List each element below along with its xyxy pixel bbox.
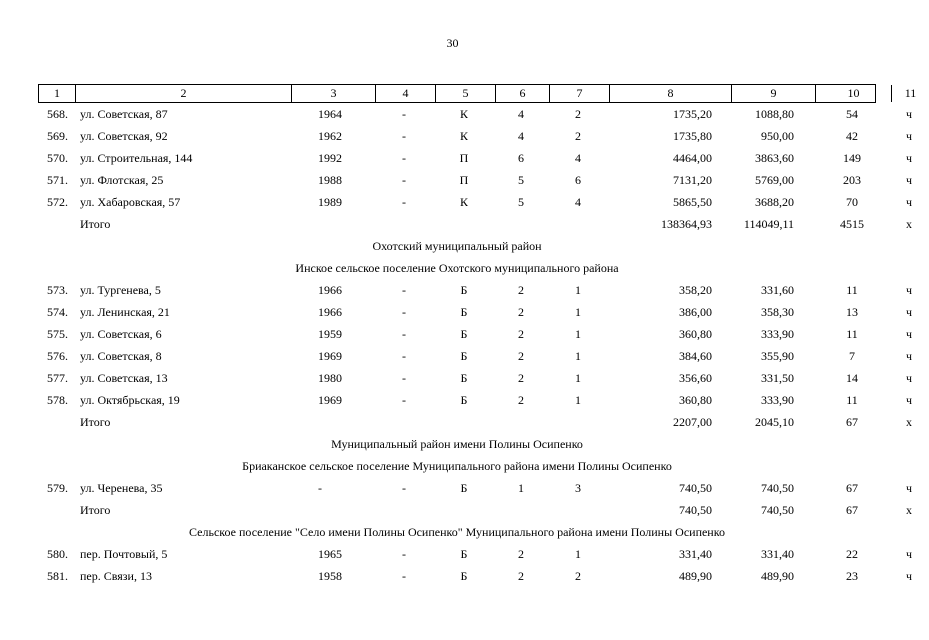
cell-col-8: 5865,50 [673,195,712,209]
table-row [38,103,913,125]
column-header-10: 10 [815,85,891,102]
cell-col-7: 1 [575,371,581,385]
cell-col-3: 1962 [318,129,342,143]
cell-col-11: ч [905,107,913,121]
cell-col-6: 5 [518,173,524,187]
cell-col-11: ч [905,371,913,385]
cell-col-4: - [402,173,406,187]
cell-col-5 [434,499,494,521]
cell-col-8: 740,50 [679,503,712,517]
cell-col-1: 579. [47,481,68,495]
cell-col-7 [548,213,608,235]
cell-col-11: ч [905,283,913,297]
cell-col-5: П [459,151,469,165]
cell-col-5 [434,213,494,235]
cell-col-2: ул. Тургенева, 5 [80,283,161,297]
cell-col-4: - [402,481,406,495]
cell-col-5: К [459,195,468,209]
cell-col-2: Итого [80,217,111,231]
cell-col-6: 4 [518,107,524,121]
cell-col-4 [374,411,434,433]
cell-col-1: 581. [47,569,68,583]
cell-col-5: Б [460,327,468,341]
cell-col-1: 578. [47,393,68,407]
cell-col-5: П [459,173,469,187]
cell-col-10: 149 [843,151,861,165]
cell-col-4: - [402,151,406,165]
cell-col-7: 3 [575,481,581,495]
cell-col-7: 2 [575,107,581,121]
cell-col-1 [38,411,74,433]
cell-col-9: 740,50 [761,503,794,517]
cell-col-2: ул. Строительная, 144 [80,151,193,165]
table-row [38,323,913,345]
cell-col-2: ул. Октябрьская, 19 [80,393,180,407]
cell-col-5: Б [460,393,468,407]
cell-col-1 [38,213,74,235]
cell-col-2: ул. Ленинская, 21 [80,305,170,319]
cell-col-1 [38,499,74,521]
column-header-4: 4 [375,85,435,102]
cell-col-8: 331,40 [679,547,712,561]
section-heading: Бриаканское сельское поселение Муниципального района имени Полины Осипенко [242,459,672,473]
cell-col-9: 114049,11 [743,217,794,231]
cell-col-7: 4 [575,195,581,209]
cell-col-7 [548,499,608,521]
cell-col-10: 11 [846,393,858,407]
cell-col-7: 1 [575,349,581,363]
cell-col-10: 11 [846,327,858,341]
table-row [38,543,913,565]
cell-col-9: 740,50 [761,481,794,495]
cell-col-2: ул. Советская, 92 [80,129,168,143]
cell-col-10: 67 [846,503,858,517]
cell-col-1: 572. [47,195,68,209]
cell-col-1: 568. [47,107,68,121]
cell-col-2: ул. Флотская, 25 [80,173,164,187]
cell-col-1: 571. [47,173,68,187]
cell-col-4 [374,213,434,235]
cell-col-2: Итого [80,503,111,517]
cell-col-11: ч [905,129,913,143]
table-body [38,103,913,587]
cell-col-11: х [906,217,912,231]
cell-col-3: 1969 [318,393,342,407]
cell-col-11: ч [905,547,913,561]
column-header-11: 11 [891,85,929,102]
cell-col-10: 67 [846,481,858,495]
cell-col-6: 2 [518,349,524,363]
table-row [38,477,913,499]
cell-col-3: 1988 [318,173,342,187]
cell-col-11: ч [905,305,913,319]
cell-col-10: 14 [846,371,858,385]
cell-col-8: 384,60 [679,349,712,363]
cell-col-3: 1965 [318,547,342,561]
cell-col-10: 4515 [840,217,864,231]
cell-col-3: 1959 [318,327,342,341]
cell-col-8: 7131,20 [673,173,712,187]
cell-col-3 [290,499,374,521]
total-row [38,213,912,235]
cell-col-11: ч [905,327,913,341]
cell-col-4: - [402,195,406,209]
cell-col-1: 569. [47,129,68,143]
cell-col-9: 333,90 [761,327,794,341]
cell-col-5: К [459,129,468,143]
table-row [38,389,913,411]
table-row [38,125,913,147]
cell-col-10: 11 [846,283,858,297]
cell-col-6: 6 [518,151,524,165]
cell-col-5: Б [460,481,468,495]
section-heading: Охотский муниципальный район [372,239,542,253]
cell-col-5: Б [460,371,468,385]
cell-col-7: 1 [575,393,581,407]
cell-col-3: 1966 [318,305,342,319]
cell-col-7: 1 [575,283,581,297]
table-row [38,367,913,389]
cell-col-9: 5769,00 [755,173,794,187]
cell-col-5: Б [460,305,468,319]
cell-col-5: К [459,107,468,121]
cell-col-2: пер. Почтовый, 5 [80,547,168,561]
cell-col-2: пер. Связи, 13 [80,569,152,583]
column-header-8: 8 [609,85,731,102]
cell-col-7: 4 [575,151,581,165]
cell-col-4: - [402,393,406,407]
column-header-5: 5 [435,85,495,102]
cell-col-6: 2 [518,569,524,583]
column-header-1: 1 [54,86,60,100]
cell-col-6: 5 [518,195,524,209]
cell-col-8: 358,20 [679,283,712,297]
cell-col-8: 386,00 [679,305,712,319]
cell-col-7: 2 [575,129,581,143]
page-number: 30 [446,36,459,50]
cell-col-7 [548,411,608,433]
table-header-row [38,84,917,103]
cell-col-8: 2207,00 [673,415,712,429]
cell-col-6: 4 [518,129,524,143]
cell-col-6: 2 [518,327,524,341]
table-row [38,301,913,323]
cell-col-9: 358,30 [761,305,794,319]
cell-col-8: 4464,00 [673,151,712,165]
cell-col-6 [494,411,548,433]
cell-col-4: - [402,349,406,363]
cell-col-3 [290,411,374,433]
cell-col-3: 1964 [318,107,342,121]
column-header-7: 7 [549,85,609,102]
cell-col-3: - [318,481,322,495]
cell-col-6: 2 [518,547,524,561]
cell-col-3: 1966 [318,283,342,297]
table-row [38,147,913,169]
cell-col-7: 1 [575,305,581,319]
cell-col-3: 1992 [318,151,342,165]
cell-col-10: 42 [846,129,858,143]
cell-col-9: 2045,10 [755,415,794,429]
cell-col-9: 333,90 [761,393,794,407]
cell-col-8: 138364,93 [661,217,712,231]
cell-col-1: 570. [47,151,68,165]
cell-col-4: - [402,327,406,341]
cell-col-2: ул. Советская, 13 [80,371,168,385]
cell-col-8: 360,80 [679,327,712,341]
housing-table [38,84,917,587]
cell-col-6: 2 [518,371,524,385]
cell-col-3 [290,213,374,235]
cell-col-1: 574. [47,305,68,319]
cell-col-10: 67 [846,415,858,429]
cell-col-8: 360,80 [679,393,712,407]
cell-col-9: 331,50 [761,371,794,385]
cell-col-5: Б [460,547,468,561]
cell-col-7: 2 [575,569,581,583]
cell-col-11: х [906,503,912,517]
cell-col-3: 1980 [318,371,342,385]
cell-col-8: 489,90 [679,569,712,583]
column-header-3: 3 [291,85,375,102]
cell-col-8: 740,50 [679,481,712,495]
cell-col-11: ч [905,151,913,165]
table-row [38,191,913,213]
cell-col-5 [434,411,494,433]
cell-col-4 [374,499,434,521]
table-row [38,279,913,301]
column-header-9: 9 [731,85,815,102]
table-row [38,565,913,587]
section-heading: Сельское поселение "Село имени Полины Осипенко" Муниципального района имени Полины Осипенко [189,525,725,539]
cell-col-8: 1735,80 [673,129,712,143]
cell-col-4: - [402,129,406,143]
cell-col-2: ул. Хабаровская, 57 [80,195,181,209]
cell-col-4: - [402,283,406,297]
cell-col-2: ул. Черенева, 35 [80,481,163,495]
cell-col-10: 54 [846,107,858,121]
cell-col-11: ч [905,481,913,495]
cell-col-1: 577. [47,371,68,385]
cell-col-5: Б [460,569,468,583]
cell-col-2: ул. Советская, 87 [80,107,168,121]
cell-col-7: 1 [575,547,581,561]
cell-col-1: 575. [47,327,68,341]
cell-col-2: ул. Советская, 8 [80,349,162,363]
cell-col-11: ч [905,195,913,209]
cell-col-5: Б [460,283,468,297]
total-row [38,499,912,521]
cell-col-4: - [402,547,406,561]
cell-col-4: - [402,305,406,319]
cell-col-2: ул. Советская, 6 [80,327,162,341]
cell-col-6: 2 [518,393,524,407]
cell-col-6 [494,213,548,235]
cell-col-10: 13 [846,305,858,319]
section-heading: Инское сельское поселение Охотского муниципального района [295,261,619,275]
cell-col-9: 3863,60 [755,151,794,165]
cell-col-9: 1088,80 [755,107,794,121]
table-row [38,345,913,367]
cell-col-4: - [402,107,406,121]
cell-col-4: - [402,569,406,583]
cell-col-1: 580. [47,547,68,561]
cell-col-10: 22 [846,547,858,561]
cell-col-11: ч [905,173,913,187]
cell-col-3: 1989 [318,195,342,209]
cell-col-3: 1969 [318,349,342,363]
column-header-2: 2 [75,85,291,102]
cell-col-9: 331,40 [761,547,794,561]
cell-col-3: 1958 [318,569,342,583]
cell-col-8: 1735,20 [673,107,712,121]
cell-col-6: 2 [518,305,524,319]
cell-col-6: 1 [518,481,524,495]
cell-col-10: 23 [846,569,858,583]
column-header-6: 6 [495,85,549,102]
cell-col-4: - [402,371,406,385]
cell-col-11: х [906,415,912,429]
cell-col-11: ч [905,569,913,583]
cell-col-9: 950,00 [761,129,794,143]
cell-col-5: Б [460,349,468,363]
cell-col-9: 355,90 [761,349,794,363]
cell-col-6 [494,499,548,521]
cell-col-6: 2 [518,283,524,297]
total-row [38,411,912,433]
cell-col-2: Итого [80,415,111,429]
table-row [38,169,913,191]
cell-col-11: ч [905,393,913,407]
cell-col-9: 3688,20 [755,195,794,209]
cell-col-10: 70 [846,195,858,209]
section-heading: Муниципальный район имени Полины Осипенко [331,437,583,451]
cell-col-1: 573. [47,283,68,297]
cell-col-7: 1 [575,327,581,341]
cell-col-7: 6 [575,173,581,187]
cell-col-1: 576. [47,349,68,363]
cell-col-9: 489,90 [761,569,794,583]
cell-col-11: ч [905,349,913,363]
cell-col-8: 356,60 [679,371,712,385]
cell-col-9: 331,60 [761,283,794,297]
cell-col-10: 7 [849,349,855,363]
cell-col-10: 203 [843,173,861,187]
